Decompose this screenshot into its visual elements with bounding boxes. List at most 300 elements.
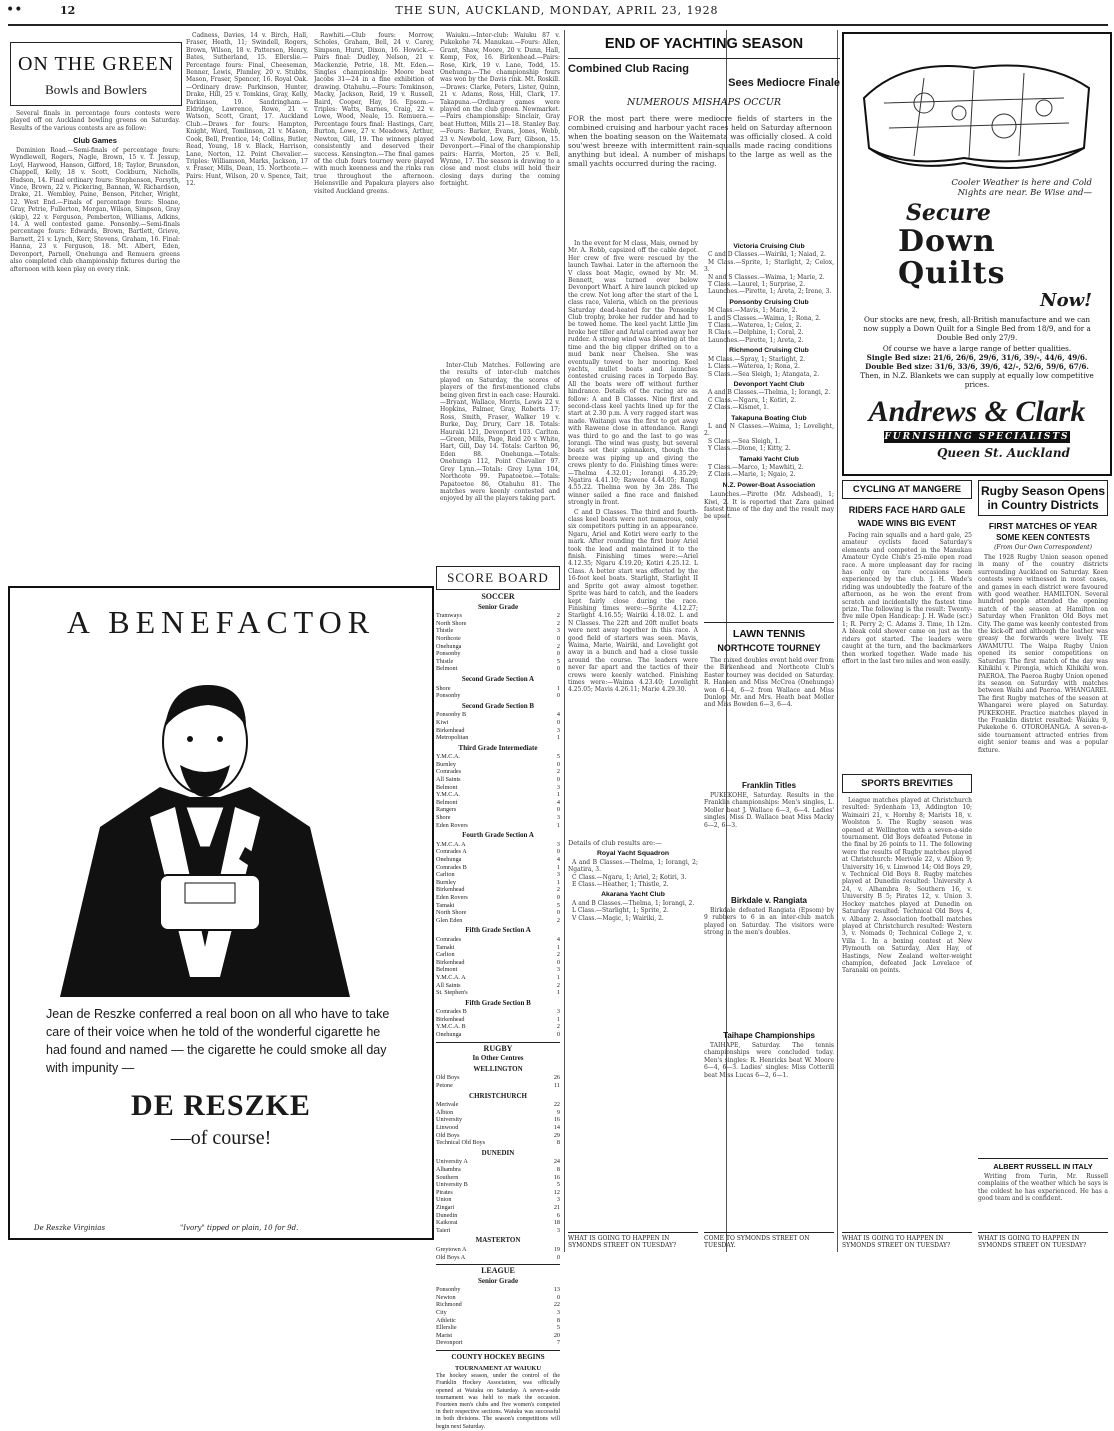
score-row <box>436 1324 560 1332</box>
rugby-country-title1: Rugby Season Opens <box>980 484 1106 498</box>
score-team: Greytown A <box>436 1245 467 1253</box>
club-result-line: M Class.—Spray, 1; Starlight, 2. <box>708 355 806 363</box>
score-team: Petone <box>436 1082 453 1090</box>
club-name: Royal Yacht Squadron <box>596 850 669 858</box>
tennis-title: LAWN TENNIS <box>732 628 806 640</box>
yachting-results-title: Details of club results are:— <box>568 840 662 847</box>
score-row <box>436 620 560 628</box>
brevities-article <box>842 774 972 1230</box>
score-row <box>436 1132 560 1140</box>
score-row <box>436 719 560 727</box>
score-value: 2 <box>556 981 560 989</box>
score-group-title: Fifth Grade Section A <box>465 926 531 935</box>
score-team: Onehunga <box>436 856 462 863</box>
score-team: Y.M.C.A. A <box>436 973 466 981</box>
birkdale-title: Birkdale v. Rangiata <box>731 896 807 905</box>
score-row <box>436 650 560 658</box>
club-result-line: A and B Classes.—Thelma, 1; Iorangi, 2. <box>708 389 831 397</box>
score-value: 0 <box>556 1031 560 1039</box>
score-value: 0 <box>556 893 560 901</box>
score-value: 7 <box>556 1339 560 1347</box>
benefactor-tagline: —of course! <box>170 1127 272 1149</box>
club-result-line: R Class.—Delphine, 1; Coral, 2. <box>708 329 804 337</box>
score-value: 3 <box>556 627 560 635</box>
score-team: Belmont <box>436 798 458 806</box>
score-value: 3 <box>556 1309 560 1317</box>
score-value: 1 <box>556 878 560 886</box>
green-body-col3: Rawhiti.—Club fours: Morrow, Scholes, Graham, Bell, 24 v. Carey, Simpson, Hurst, Dixon, 16. Howick.—Pairs final: Dudley, Nelson, 21 v. Mackenzie, Petrie, 18. Mt. Eden.—Singles championship: Moore beat Jacobs 31—24 in a fine exhibition of drawing. Otahuhu.—Fours: Tomkinson, Macky, Jackson, Reid, 19 v. Russell, Baird, Cooper, Hay, 16. Epsom.—Triples: Watts, Barnes, Craig, 22 v. Lowe, Wood, Neale, 15. Remuera.—Percentage fours final: Hastings, Carr, Burton, Lowe, 27 v. Meadows, Arthur, Newton, Gill, 19. The winners played consistently and deserved their success. Kensington.—The final games of the club fours tourney were played with much keenness and the rinks ran true throughout the afternoon. Helensville and Papakura players also visited Auckland greens. <box>314 32 434 195</box>
score-row <box>436 822 560 830</box>
score-value: 3 <box>556 871 560 879</box>
score-row <box>436 1116 560 1124</box>
cycling-sub1: RIDERS FACE HARD GALE <box>848 505 966 515</box>
score-team: Comrades <box>436 768 462 776</box>
taihape-body: TAIHAPE, Saturday. The tennis championships were concluded today. Men's singles: R. Henricks beat W. Moore 6—4, 6—3. Ladies' singles: Miss Cotterill beat Miss Lucas 6—2, 6—1. <box>704 1042 834 1079</box>
score-row <box>436 951 560 959</box>
albert-russell-body: Writing from Turin, Mr. Russell complains of the weather which he says is the coldest he has experienced. He has a good team and is confident. <box>978 1173 1108 1203</box>
score-team: Birkenhead <box>436 726 465 734</box>
league-heading: LEAGUE <box>436 1264 560 1275</box>
score-value: 1 <box>556 989 560 997</box>
score-team: All Saints <box>436 981 461 989</box>
score-row <box>436 727 560 735</box>
score-row <box>436 753 560 761</box>
score-team: Metropolitan <box>436 734 469 742</box>
score-group-title: Fourth Grade Section A <box>462 831 534 840</box>
score-value: 22 <box>553 1301 560 1309</box>
score-team: Eden Rovers <box>436 821 468 829</box>
score-row <box>436 936 560 944</box>
quilt-prices2: Single Bed size: 21/6, 26/6, 29/6, 31/6, 39/-, 44/6, 49/6. <box>866 353 1088 362</box>
score-row <box>436 841 560 849</box>
masthead-title: THE SUN, AUCKLAND, MONDAY, APRIL 23, 1928 <box>395 4 719 17</box>
score-team: Newton <box>436 1293 456 1301</box>
quilt-address: Queen St. Auckland <box>936 446 1070 460</box>
score-team: Merivale <box>436 1101 459 1109</box>
score-row <box>436 1204 560 1212</box>
brevities-footer: WHAT IS GOING TO HAPPEN IN SYMONDS STREET ON TUESDAY? <box>842 1232 972 1249</box>
score-value: 0 <box>556 958 560 966</box>
score-row <box>436 1158 560 1166</box>
club-result-line: S Class.—Sea Sleigh, 1. <box>708 437 781 445</box>
club-result-line: Z Class.—Marie, 1; Ngaio, 2. <box>708 471 796 479</box>
score-team: Northcote <box>436 634 461 642</box>
score-row <box>436 806 560 814</box>
quilt-body: Our stocks are new, fresh, all-British manufacture and we can now supply a Down Quilt for a Single Bed from 18/9, and for a Double Bed only 27/9. <box>863 315 1091 342</box>
score-team: Alhambra <box>436 1165 461 1173</box>
score-value: 16 <box>553 1116 560 1124</box>
score-group-title: CHRISTCHURCH <box>469 1091 527 1100</box>
score-team: Southern <box>436 1173 459 1181</box>
rugby-country-sub2: SOME KEEN CONTESTS <box>996 533 1090 542</box>
score-value: 13 <box>553 1286 560 1294</box>
quilt-line2: Nights are near. Be Wise and— <box>957 188 1092 198</box>
score-row <box>436 658 560 666</box>
scoreboard-title: SCORE BOARD <box>436 566 560 590</box>
score-row <box>436 692 560 700</box>
score-value: 3 <box>556 1008 560 1016</box>
score-row <box>436 1181 560 1189</box>
score-row <box>436 1219 560 1227</box>
yachting-results <box>568 840 698 1230</box>
powerboat-body: Launches.—Pirette (Mr. Adshead), 1; Kiwi, 2. It is reported that Zara gained fastest time of the day and the result may be upset. <box>704 491 834 521</box>
powerboat-title: N.Z. Power-Boat Association <box>722 481 816 489</box>
score-team: Tramways <box>436 612 462 620</box>
score-team: Kiwi <box>436 718 449 726</box>
score-row <box>436 1166 560 1174</box>
quilt-now: Now! <box>1040 290 1092 311</box>
score-value: 2 <box>556 612 560 620</box>
score-group-title: WELLINGTON <box>473 1064 523 1073</box>
rugby-country-from: (From Our Own Correspondent) <box>994 544 1092 551</box>
birkdale-body: Birkdale defeated Rangiata (Epsom) by 9 rubbers to 6 in an inter-club match played on Saturday. The visitors were strong in the men's doubles. <box>704 907 834 937</box>
score-value: 3 <box>556 1226 560 1234</box>
score-group-title: Third Grade Intermediate <box>458 743 538 752</box>
score-group-title: Senior Grade <box>477 602 519 611</box>
score-team: University A <box>436 1158 468 1166</box>
score-row <box>436 1227 560 1235</box>
club-name: Akarana Yacht Club <box>601 891 665 899</box>
score-team: Rangers <box>436 806 457 814</box>
score-team: Dunedin <box>436 1211 458 1219</box>
score-value: 8 <box>556 1139 560 1147</box>
rugby-heading: RUGBY <box>436 1042 560 1053</box>
score-team: Thistle <box>436 627 454 635</box>
score-row <box>436 1212 560 1220</box>
green-section-heading: Club Games <box>73 136 117 145</box>
score-team: Union <box>436 1196 452 1204</box>
masthead <box>0 0 1114 22</box>
score-team: Comrades B <box>436 863 467 871</box>
score-value: 21 <box>553 1203 560 1211</box>
tennis-body: The mixed doubles event held over from the Birkenhead and Northcote Club's Easter tourney was decided on Saturday. R. Hansen and Miss McCrea (Onehunga) won 6—4, 6—2 from Wallace and Miss Dunlop. Mr. and Mrs. Heath beat Moller and Miss Bowden 6—3, 6—4. <box>704 657 834 709</box>
score-team: Old Boys <box>436 1131 460 1139</box>
quilt-line1: Cooler Weather is here and Cold <box>951 178 1092 188</box>
score-value: 0 <box>556 760 560 768</box>
yachting-body: In the event for M class, Mais, owned by Mr. A. Robb, capsized off the cable depot. Her crew of five were rescued by the launch Tawhai. Later in the afternoon the V class boat Magic, owned by Mr. M. Bennett, was turned over below Devonport Wharf. A hire launch picked up the crew. Not long after the start of the L class race, Valeria, which on the previous Saturday dead-heated for the Ponsonby Club trophy, broke her rudder and had to be towed home. The keel yacht Little Jim broke her tiller and Arial carried away her rudder. A strong wind was blowing at the time and the big clipper drifted on to a mud bank near Chelsea. She was eventually towed to her mooring. Keel yachts, mullet boats and launches contested cruising races in Torpedo Bay. All the boats were off without further hindrance. Details of the racing are as follow: A and B Classes. Nine first and second-class keel yachts lined up for the start at 2.30 p.m. A very ragged start was made. Waitangi was the first to get away with Rawene close in attendance. Rangi was third to go and the last to go was Iorangi. The wind was gusty, but several boats set their spinnakers, though the breeze was piping up and giving the crews plenty to do. Finishing times were:—Thelma 4.32.01; Iorangi 4.35.29; Ngatira 4.41.10; Rawene 4.44.05; Rangi 4.55.22. Thelma won by 3m 28s. The winner sailed a fine race and finished strongly in front. C and D Classes. The third and fourth-class keel boats were not numerous, only six competitors putting in an appearance. Ngaru, Ariel and Kotiri were early to the mark. After rounding the first buoy Ariel took the lead and maintained it to the finish. Finishing times were:—Ariel 4.12.35; Ngaru 4.19.20; Kotiri 4.25.12. L Class. A better start was effected by the 16-foot keel boats. Starlight, Starlight II and Sprite got away almost together. Sprite was hard to catch, and the leaders kept fairly close during the race. Finishing times were:—Sprite 4.12.27; Starlight 4.16.55; Wairiki 4.18.02. L and N Classes. The 22ft and 20ft mullet boats were next away together in this race. A good field of starters was seen. Mavis, Waima, Marie, Wairiki, and Lovelight got away in a bunch and had a close tussle around the course. The leaders were never far apart and the tactics of their crews were keenly watched. Finishing times were:—Waima 4.23.40; Lovelight 4.25.05; Mavis 4.26.11; Marie 4.29.30. <box>568 240 698 694</box>
club-name: Tamaki Yacht Club <box>739 455 799 463</box>
masthead-rule <box>8 24 1108 26</box>
score-value: 1 <box>556 943 560 951</box>
cycling-title: CYCLING AT MANGERE <box>842 480 972 499</box>
score-team: Thistle <box>436 657 454 665</box>
score-value: 24 <box>553 1158 560 1166</box>
green-subtitle: Bowls and Bowlers <box>45 82 147 97</box>
score-value: 1 <box>556 734 560 742</box>
score-group-title: MASTERTON <box>475 1236 521 1245</box>
club-result-line: L Class.—Starlight, 1; Sprite, 2. <box>572 907 669 915</box>
score-team: City <box>436 1309 447 1317</box>
yachting-footer: WHAT IS GOING TO HAPPEN IN SYMONDS STREET ON TUESDAY? <box>568 1232 698 1249</box>
score-value: 14 <box>553 1124 560 1131</box>
score-value: 22 <box>553 1101 560 1109</box>
rugby-country-title2: in Country Districts <box>987 498 1099 512</box>
quilt-prices3: Double Bed size: 31/6, 33/6, 39/6, 42/-, 52/6, 59/6, 67/6. <box>865 362 1089 371</box>
score-row <box>436 734 560 742</box>
score-value: 0 <box>556 718 560 726</box>
score-row <box>436 665 560 673</box>
score-value: 0 <box>556 634 560 642</box>
score-row <box>436 959 560 967</box>
score-value: 1 <box>556 863 560 871</box>
score-value: 0 <box>556 776 560 784</box>
yachting-sub1: Combined Club Racing <box>568 63 689 75</box>
score-row <box>436 1101 560 1109</box>
club-name: Richmond Cruising Club <box>729 347 809 355</box>
hockey-body: The hockey season, under the control of the Franklin Hockey Association, was officially opened at Waiuku on Saturday. A seven-a-side tournament was held to mark the occasion. Fourteen men's clubs and five women's competed in their respective sections. Waiuku was successful in both divisions. The season's competitions will begin next Saturday. <box>436 1373 560 1430</box>
quilt-company: Andrews & Clark <box>868 395 1086 428</box>
score-team: Ponsonby B <box>436 711 467 719</box>
score-row <box>436 799 560 807</box>
benefactor-title: A BENEFACTOR <box>66 604 376 640</box>
rugby-country-body: The 1928 Rugby Union season opened in many of the country districts surrounding Auckland on Saturday. Keen contests were witnessed in most cases, and games in each district were favoured with good weather. HAMILTON. Several hundred people attended the opening match of the season at Hamilton on Saturday when Frankton Old Boys met City. The game was keenly contested from the kick-off and although the leather was greasy the forwards were lively. TE AWAMUTU. The Waipa Rugby Union opened its senior competitions on Saturday. The first match of the day was Kihikihi v. Pirongia, which Kihikihi won. PAEROA. The Paeroa Rugby Union opened its season on Saturday with matches between Waihi and Paeroa. WHANGAREI. The first Rugby matches of the season at Whangarei were played on Saturday. PUKEKOHE. Practice matches played in the Franklin district resulted: Waiuku 9, Pukekohe 6. OTOROHANGA. A seven-a-side tournament attracted entries from eight senior teams and was a popular fixture. <box>978 554 1108 754</box>
score-row <box>436 848 560 856</box>
score-team: All Saints <box>436 776 461 784</box>
score-row <box>436 768 560 776</box>
score-row <box>436 1124 560 1132</box>
score-value: 4 <box>556 856 560 863</box>
score-value: 0 <box>556 1293 560 1301</box>
score-team: Pirates <box>436 1188 453 1196</box>
score-team: Albion <box>436 1108 454 1116</box>
club-result-line: N and S Classes.—Waima, 1; Marie, 2. <box>708 273 825 281</box>
score-row <box>436 886 560 894</box>
club-name: Victoria Cruising Club <box>733 243 805 250</box>
cycling-article <box>842 480 972 770</box>
albert-russell-title: ALBERT RUSSELL IN ITALY <box>978 1158 1108 1171</box>
score-row <box>436 902 560 910</box>
club-result-line: L and N Classes.—Waima, 1; Lovelight, 2. <box>704 422 834 438</box>
score-row <box>436 1016 560 1024</box>
score-value: 5 <box>556 753 560 761</box>
tennis-sub: NORTHCOTE TOURNEY <box>717 643 821 653</box>
score-row <box>436 1023 560 1031</box>
score-value: 2 <box>556 951 560 959</box>
score-row <box>436 1286 560 1294</box>
score-row <box>436 989 560 997</box>
score-row <box>436 784 560 792</box>
score-value: 4 <box>556 798 560 806</box>
clubs-footer: COME TO SYMONDS STREET ON TUESDAY. <box>704 1232 834 1249</box>
score-value: 1 <box>556 973 560 981</box>
quilt-down-quilts: Down Quilts <box>898 224 1006 291</box>
score-value: 1 <box>556 821 560 829</box>
score-value: 0 <box>556 650 560 658</box>
quilt-furnishing: FURNISHING SPECIALISTS <box>884 432 1070 442</box>
league-group-title: Senior Grade <box>477 1276 519 1285</box>
score-value: 3 <box>556 726 560 734</box>
score-row <box>436 982 560 990</box>
score-value: 2 <box>556 916 560 924</box>
score-row <box>436 1196 560 1204</box>
benefactor-brand: DE RESZKE <box>131 1089 311 1122</box>
score-row <box>436 909 560 917</box>
score-row <box>436 1189 560 1197</box>
score-value: 3 <box>556 1196 560 1204</box>
score-team: Marist <box>436 1331 453 1339</box>
club-result-line: T Class.—Laurel, 1; Surprise, 2. <box>708 281 806 289</box>
score-team: Taieri <box>436 1226 451 1234</box>
score-value: 1 <box>556 791 560 799</box>
score-team: Technical Old Boys <box>436 1139 486 1147</box>
scoreboard-scores <box>436 593 560 1431</box>
club-name: Devonport Yacht Club <box>733 380 805 388</box>
score-row <box>436 1309 560 1317</box>
score-team: Burnley <box>436 878 456 886</box>
rugby-country-article <box>978 480 1108 1250</box>
score-value: 3 <box>556 840 560 848</box>
score-value: 2 <box>556 886 560 894</box>
score-team: Athletic <box>436 1316 456 1324</box>
score-value: 3 <box>556 783 560 791</box>
score-value: 2 <box>556 619 560 627</box>
quilt-prices1: Of course we have a large range of better qualities. <box>882 344 1072 353</box>
score-team: Belmont <box>436 665 458 673</box>
score-team: Belmont <box>436 966 458 974</box>
score-team: Shore <box>436 814 451 822</box>
score-value: 0 <box>556 909 560 917</box>
scoreboard <box>436 566 560 1430</box>
green-title: ON THE GREEN <box>17 53 175 75</box>
yachting-sub2: Sees Mediocre Finale <box>728 77 840 89</box>
score-team: Tamaki <box>436 943 455 951</box>
score-row <box>436 711 560 719</box>
score-row <box>436 1008 560 1016</box>
club-result-line: C Class.—Ngaru, 1; Kotiri, 2. <box>708 396 797 404</box>
score-row <box>436 612 560 620</box>
score-team: Zingari <box>436 1203 455 1211</box>
score-row <box>436 1254 560 1262</box>
brevities-body: League matches played at Christchurch resulted: Sydenham 13, Addington 10; Waimairi 21, v. Hornby 8; Marists 18, v. Woolston 5. The Rugby season was opened at Wellington with a seven-a-side tournament. Old Boys defeated Petone in the final by 26 points to 11. The following were the results of Rugby matches played at Christchurch: Merivale 22, v. Albion 9; University 16, v. Linwood 14; Old Boys 29, v. Technical Old Boys 8. Rugby matches played at Dunedin resulted: University A 24, v. Alhambra 8; Southern 16, v. University B 5; Pirates 12, v. Union 3. Hockey matches played at Dunedin on Saturday resulted: Technical Old Boys 4, v. Albany 2. Association football matches played at Christchurch resulted: Western 3, v. Nomads 0; Technical College 2, v. Villa 1. In a boxing contest at New Plymouth on Saturday, Alex Hay, of Hastings, New Zealand welter-weight champion, defeated Jack Lovelace of Taranaki on points. <box>842 797 972 975</box>
club-result-line: E Class.—Heather, 1; Thistle, 2. <box>572 881 669 889</box>
club-result-line: V Class.—Magic, 1; Wairiki, 2. <box>572 914 664 922</box>
yachting-title: END OF YACHTING SEASON <box>604 36 804 52</box>
score-row <box>436 1339 560 1347</box>
franklin-body: PUKEKOHE, Saturday. Results in the Franklin championships: Men's singles, L. Moller beat J. Wallace 6—3, 6—4. Ladies' singles, Miss D. Wallace beat Miss Macky 6—2, 6—3. <box>704 792 834 829</box>
score-value: 20 <box>553 1331 560 1339</box>
score-team: Ponsonby <box>436 692 461 700</box>
score-team: University <box>436 1116 463 1124</box>
club-name: Ponsonby Cruising Club <box>729 298 809 306</box>
score-team: Old Boys <box>436 1074 460 1082</box>
soccer-heading: SOCCER <box>481 592 515 601</box>
benefactor-footer-right: "Ivory" tipped or plain, 10 for 9d. <box>180 1224 299 1232</box>
score-value: 29 <box>553 1131 560 1139</box>
score-team: Kaikorai <box>436 1219 458 1227</box>
quilt-ad <box>842 32 1112 476</box>
score-team: Y.M.C.A. B <box>436 1023 466 1031</box>
score-team: Comrades <box>436 935 462 943</box>
green-header-box <box>10 42 182 106</box>
score-row <box>436 1317 560 1325</box>
score-row <box>436 761 560 769</box>
score-team: Belmont <box>436 783 458 791</box>
score-row <box>436 776 560 784</box>
score-row <box>436 1074 560 1082</box>
score-value: 0 <box>556 665 560 673</box>
score-team: Y.M.C.A. A <box>436 840 466 848</box>
club-result-line: A and B Classes.—Thelma, 1; Iorangi, 2. <box>572 899 695 907</box>
score-team: Comrades A <box>436 848 467 856</box>
score-team: Glen Eden <box>436 916 463 924</box>
quilt-illustration <box>844 38 1106 178</box>
score-value: 4 <box>556 711 560 719</box>
score-team: Tamaki <box>436 901 455 909</box>
score-row <box>436 1109 560 1117</box>
score-value: 18 <box>553 1219 560 1227</box>
benefactor-ad <box>8 586 434 1240</box>
green-body-col5: Inter-Club Matches. Following are the results of inter-club matches played on Saturday, the scores of players of the first-mentioned clubs being given first in each case: Hauraki.—Bryant, Wallace, Morris, Lewis 22 v. Hopkins, Palmer, Gray, Roberts 17; Ross, Smith, Fraser, Walker 19 v. Burke, Day, Drury, Carr 18. Totals: Hauraki 121, Devonport 103. Carlton.—Green, Mills, Page, Reid 20 v. White, Hart, Gill, Day 14. Totals: Carlton 96, Eden 88. Onehunga.—Totals: Onehunga 112, Point Chevalier 97. Grey Lynn.—Totals: Grey Lynn 104, Northcote 99. Papatoetoe.—Totals: Papatoetoe 86, Otahuhu 81. The matches were keenly contested and enjoyed by all the players taking part. <box>440 362 560 503</box>
score-team: Richmond <box>436 1301 462 1309</box>
score-value: 5 <box>556 657 560 665</box>
score-row <box>436 864 560 872</box>
rugby-country-footer: WHAT IS GOING TO HAPPEN IN SYMONDS STREET ON TUESDAY? <box>978 1232 1108 1249</box>
club-result-line: A and B Classes.—Thelma, 1; Iorangi, 2; Ngatira, 3. <box>568 858 698 874</box>
score-value: 2 <box>556 768 560 776</box>
score-row <box>436 856 560 864</box>
score-row <box>436 879 560 887</box>
other-centres-heading: In Other Centres <box>472 1054 524 1063</box>
score-row <box>436 1139 560 1147</box>
jean-de-reszke-illustration <box>10 647 428 997</box>
quilt-secure: Secure <box>906 200 991 226</box>
score-row <box>436 814 560 822</box>
score-team: Ponsonby <box>436 1286 461 1294</box>
score-row <box>436 1174 560 1182</box>
club-result-line: T Class.—Waterea, 1; Celox, 2. <box>708 322 802 330</box>
score-team: Onehunga <box>436 642 462 650</box>
score-row <box>436 643 560 651</box>
score-team: Carlton <box>436 871 455 879</box>
club-result-line: Y Class.—Dione, 1; Kitty, 2. <box>708 445 791 453</box>
page-number: 12 <box>60 4 76 17</box>
score-value: 8 <box>556 1165 560 1173</box>
score-row <box>436 917 560 925</box>
score-team: Devonport <box>436 1339 463 1347</box>
score-value: 1 <box>556 1015 560 1023</box>
brevities-title: SPORTS BREVITIES <box>842 774 972 793</box>
score-value: 8 <box>556 1316 560 1324</box>
score-value: 3 <box>556 966 560 974</box>
score-row <box>436 894 560 902</box>
franklin-title: Franklin Titles <box>741 781 797 790</box>
score-value: 11 <box>554 1082 560 1090</box>
rugby-country-sub1: FIRST MATCHES OF YEAR <box>988 521 1098 531</box>
cycling-body: Facing rain squalls and a hard gale, 25 amateur cyclists faced Saturday's elements and competed in the Manukau Amateur Cycle Club's 25-mile open road race. A more unpleasant day for racing has only on rare occasions been experienced by the club. J. H. Wade's riding was undoubtedly the feature of the afternoon, as he won the event from scratch and incidentally the fastest time prize. The following is the result: Twenty-five mile Open Handicap: J. H. Wade (scr.) 1; R. Perry 2; C. Adams 3. Time, 1h 12m. A bleak cold shower came on just as the riders got started. The leaders were caught at the turn, and the backmarkers then worked together. Wade made his effort in the last two miles and won easily. <box>842 532 972 665</box>
score-team: North Shore <box>436 909 467 917</box>
yachting-lead: FOR the most part there were mediocre fields of starters in the combined cruising and harbour yacht races held on Saturday afternoon when the boating season on the Waitemata was officially closed. A cold sou'west breeze with intermittent rain-squalls made racing conditions anything but ideal. A number of mishaps to the large as well as the small yachts occurred during the racing. <box>568 114 832 168</box>
hockey-sub: TOURNAMENT AT WAIUKU <box>454 1364 542 1372</box>
score-row <box>436 1246 560 1254</box>
score-team: Birkenhead <box>436 886 465 894</box>
score-value: 0 <box>556 692 560 700</box>
club-result-line: Launches.—Pirette, 1; Areta, 2; Irene, 3. <box>708 288 832 296</box>
score-team: Ellerslie <box>436 1324 457 1332</box>
score-value: 1 <box>556 684 560 692</box>
score-row <box>436 627 560 635</box>
taihape-title: Taihape Championships <box>723 1031 815 1040</box>
clubs-column <box>704 240 834 620</box>
score-team: University B <box>436 1181 468 1189</box>
score-team: North Shore <box>436 619 467 627</box>
cycling-sub2: WADE WINS BIG EVENT <box>857 518 957 528</box>
score-row <box>436 1294 560 1302</box>
score-team: Y.M.C.A. <box>436 753 460 761</box>
score-team: Onehunga <box>436 1031 462 1039</box>
score-value: 0 <box>556 848 560 856</box>
score-value: 5 <box>556 1324 560 1332</box>
club-result-line: M Class.—Sprite, 1; Starlight, 2; Celox, 3. <box>704 258 834 274</box>
